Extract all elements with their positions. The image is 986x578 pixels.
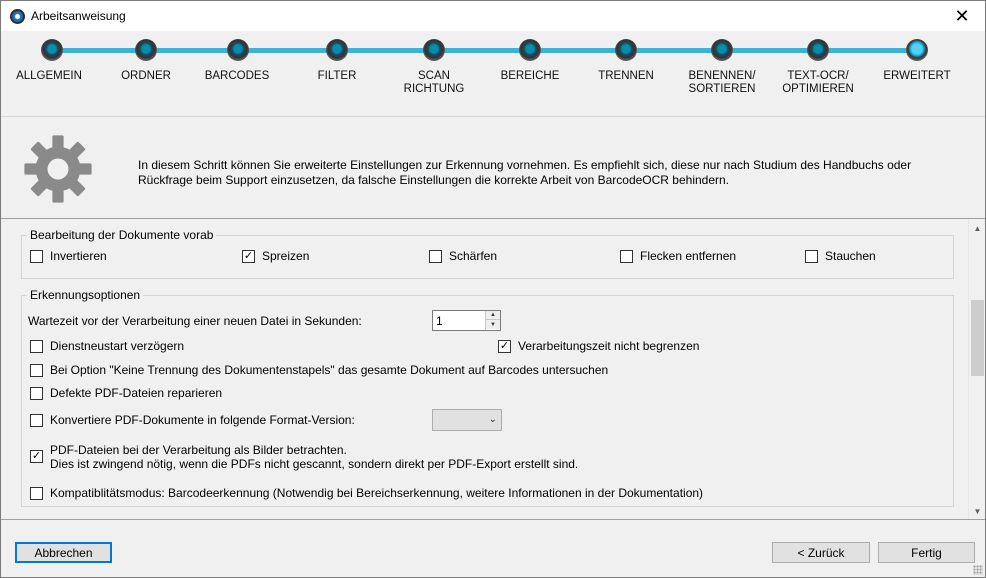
vertical-scrollbar[interactable] xyxy=(968,220,985,520)
step-dot-ordner[interactable] xyxy=(135,39,157,61)
resize-grip-icon[interactable] xyxy=(973,565,983,575)
step-label-ordner[interactable]: ORDNER xyxy=(121,70,171,82)
pdf-as-images-label xyxy=(50,443,578,471)
flecken-entfernen-checkbox[interactable] xyxy=(620,250,633,263)
step-label-text-ocr-optimieren[interactable]: TEXT-OCR/ OPTIMIEREN xyxy=(782,70,854,95)
finish-button[interactable]: Fertig xyxy=(878,542,975,563)
stauchen-option[interactable] xyxy=(805,249,876,263)
step-dot-bereiche[interactable] xyxy=(519,39,541,61)
step-label-trennen[interactable]: TRENNEN xyxy=(598,70,654,82)
scroll-up-icon[interactable]: ▲ xyxy=(973,224,982,233)
pdf-as-images-checkbox[interactable]: ✓ xyxy=(31,450,42,462)
info-text: In diesem Schritt können Sie erweiterte Einstellungen zur Erkennung vornehmen. Es empfiehlt sich, diese nur nach Studium des Handbuchs oder Rückfrage beim Support einzusetzen, da falsche Einstellungen die korrekte Arbeit von BarcodeOCR behindern. xyxy=(138,158,912,187)
convert-pdf-checkbox[interactable] xyxy=(30,414,43,427)
pdf-version-select[interactable] xyxy=(432,409,502,431)
window-title: Arbeitsanweisung xyxy=(31,9,126,23)
step-label-allgemein[interactable]: ALLGEMEIN xyxy=(16,70,82,82)
scroll-thumb[interactable] xyxy=(971,300,984,376)
stauchen-checkbox[interactable] xyxy=(805,250,818,263)
invertieren-checkbox[interactable] xyxy=(30,250,43,263)
spinner-down-icon[interactable]: ▼ xyxy=(486,320,500,329)
info-panel xyxy=(1,118,985,219)
whole-document-checkbox[interactable] xyxy=(30,364,43,377)
wait-time-input[interactable] xyxy=(433,311,485,330)
wait-time-row xyxy=(28,314,362,328)
close-icon: ✕ xyxy=(954,5,970,26)
title-bar xyxy=(1,1,985,31)
spinner-up-icon[interactable]: ▲ xyxy=(486,311,500,320)
flecken-entfernen-option[interactable] xyxy=(620,249,736,263)
wait-time-spinner[interactable] xyxy=(432,310,501,331)
pdf-as-images-option[interactable] xyxy=(30,450,50,463)
wizard-steps xyxy=(1,31,985,117)
step-dot-trennen[interactable] xyxy=(615,39,637,61)
step-dot-filter[interactable] xyxy=(326,39,348,61)
delay-restart-label: Dienstneustart verzögern xyxy=(50,339,185,353)
step-label-barcodes[interactable]: BARCODES xyxy=(204,70,270,82)
step-label-bereiche[interactable]: BEREICHE xyxy=(500,70,560,82)
settings-content xyxy=(1,220,985,520)
stauchen-label: Stauchen xyxy=(825,249,876,263)
compat-mode-option[interactable] xyxy=(30,486,703,500)
spreizen-checkbox[interactable]: ✓ xyxy=(243,249,254,262)
repair-pdf-checkbox[interactable] xyxy=(30,387,43,400)
wait-time-label: Wartezeit vor der Verarbeitung einer neuen Datei in Sekunden: xyxy=(28,314,362,328)
footer-bar xyxy=(1,521,985,577)
scroll-down-icon[interactable]: ▼ xyxy=(973,507,982,516)
step-dot-barcodes[interactable] xyxy=(227,39,249,61)
step-label-filter[interactable]: FILTER xyxy=(317,70,357,82)
invertieren-option[interactable] xyxy=(30,249,107,263)
whole-document-option[interactable] xyxy=(30,363,608,377)
delay-restart-checkbox[interactable] xyxy=(30,340,43,353)
step-label-erweitert[interactable]: ERWEITERT xyxy=(883,70,951,82)
cancel-button[interactable]: Abbrechen xyxy=(15,542,112,563)
schaerfen-option[interactable] xyxy=(429,249,497,263)
repair-pdf-option[interactable] xyxy=(30,386,222,400)
app-icon xyxy=(10,9,25,24)
step-label-benennen-sortieren[interactable]: BENENNEN/ SORTIEREN xyxy=(688,70,756,95)
compat-mode-checkbox[interactable] xyxy=(30,487,43,500)
schaerfen-label: Schärfen xyxy=(449,249,498,263)
spinner-buttons xyxy=(485,311,500,330)
delay-restart-option[interactable] xyxy=(30,339,184,353)
compat-mode-label: Kompatiblitätsmodus: Barcodeerkennung (Notwendig bei Bereichserkennung, weitere Informationen in der Dokumentation) xyxy=(50,486,704,500)
flecken-entfernen-label: Flecken entfernen xyxy=(640,249,737,263)
spreizen-label: Spreizen xyxy=(262,249,310,263)
convert-pdf-option[interactable] xyxy=(30,413,355,427)
step-dot-benennen-sortieren[interactable] xyxy=(711,39,733,61)
pdf-as-images-line1: PDF-Dateien bei der Verarbeitung als Bilder betrachten. xyxy=(50,443,347,457)
invertieren-label: Invertieren xyxy=(50,249,107,263)
step-dot-scan-richtung[interactable] xyxy=(423,39,445,61)
close-button[interactable] xyxy=(939,1,985,31)
pdf-as-images-line2: Dies ist zwingend nötig, wenn die PDFs nicht gescannt, sondern direkt per PDF-Export erstellt sind. xyxy=(50,457,579,471)
chevron-down-icon: ⌄ xyxy=(488,414,497,425)
no-time-limit-checkbox[interactable]: ✓ xyxy=(499,339,510,352)
step-dot-text-ocr-optimieren[interactable] xyxy=(807,39,829,61)
gear-icon xyxy=(23,134,93,204)
step-label-scan-richtung[interactable]: SCAN RICHTUNG xyxy=(403,70,465,95)
back-button[interactable]: < Zurück xyxy=(772,542,870,563)
no-time-limit-label: Verarbeitungszeit nicht begrenzen xyxy=(518,339,700,353)
no-time-limit-option[interactable] xyxy=(498,339,699,353)
convert-pdf-label: Konvertiere PDF-Dokumente in folgende Format-Version: xyxy=(50,413,355,427)
step-dot-erweitert[interactable] xyxy=(906,39,928,61)
steps-connector-line xyxy=(52,48,918,53)
whole-document-label: Bei Option "Keine Trennung des Dokumentenstapels" das gesamte Dokument auf Barcodes untersuchen xyxy=(50,363,609,377)
step-dot-allgemein[interactable] xyxy=(41,39,63,61)
schaerfen-checkbox[interactable] xyxy=(429,250,442,263)
recognition-group-title: Erkennungsoptionen xyxy=(27,288,143,302)
spreizen-option[interactable] xyxy=(242,249,309,263)
repair-pdf-label: Defekte PDF-Dateien reparieren xyxy=(50,386,223,400)
preprocess-group-title: Bearbeitung der Dokumente vorab xyxy=(27,228,216,242)
